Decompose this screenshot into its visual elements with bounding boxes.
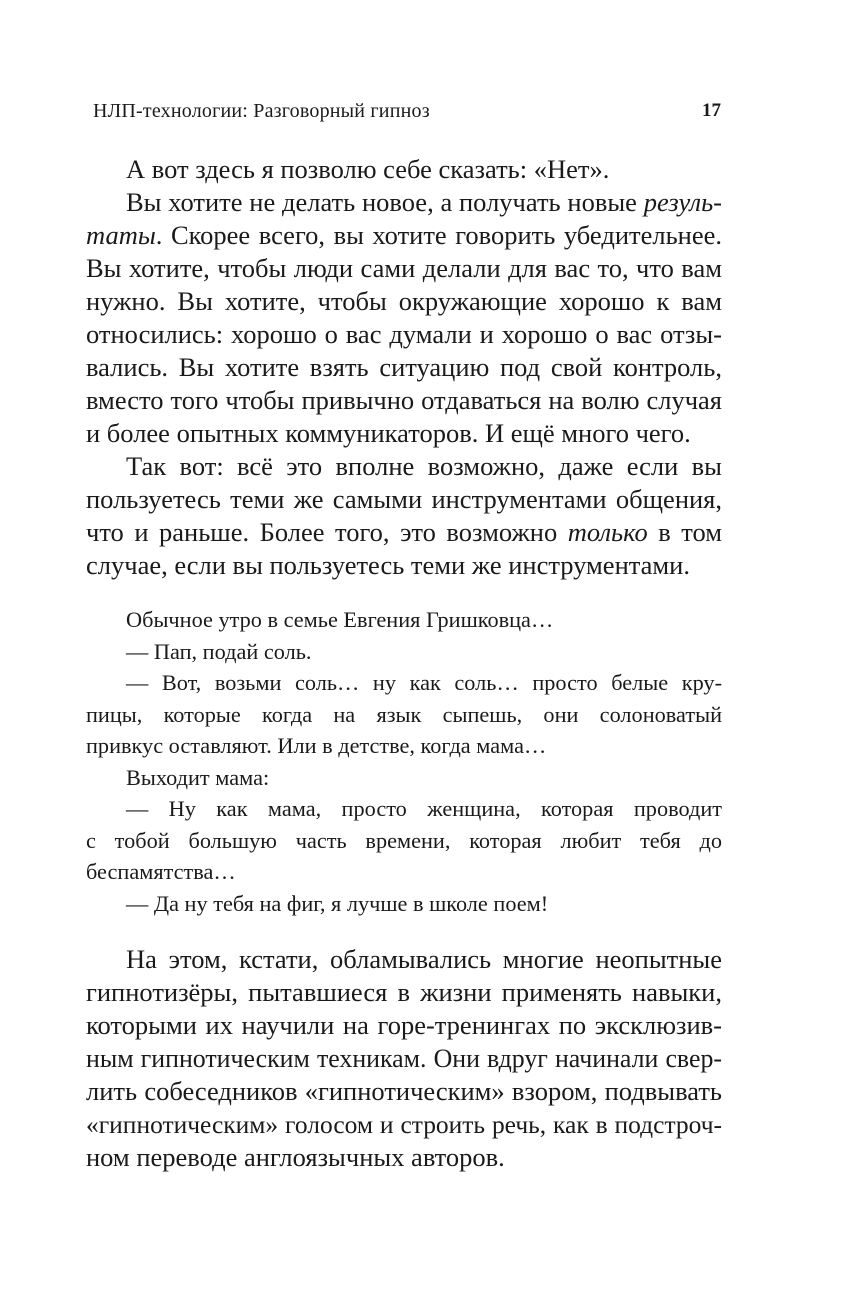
text-span: в том: [647, 517, 723, 547]
text-line: Так вот: всё это вполне возможно, даже если вы: [126, 451, 722, 481]
text-line: случае, если вы пользуетесь теми же инструментами.: [86, 550, 690, 580]
quote-line: Выходит мама:: [126, 764, 270, 790]
text-span: что и раньше. Более того, это возможно: [86, 517, 568, 547]
page-number: 17: [702, 100, 721, 121]
page-header: [93, 100, 721, 130]
quote-line: привкус оставляют. Или в детстве, когда мама…: [86, 733, 547, 758]
paragraph-3: [86, 450, 722, 582]
text-line: [86, 186, 722, 219]
text-line: вались. Вы хотите взять ситуацию под свой контроль,: [86, 352, 722, 382]
quote-line: пицы, которые когда на язык сыпешь, они солоноватый: [86, 701, 722, 727]
text-line: ном переводе англоязычных авторов.: [86, 1142, 505, 1172]
text-line: пользуетесь теми же самыми инструментами общения,: [86, 484, 722, 514]
text-line: вместо того чтобы привычно отдаваться на волю случая: [86, 385, 722, 415]
quote-block: [86, 604, 722, 919]
paragraph-2: [86, 186, 722, 450]
running-title: НЛП-технологии: Разговорный гипноз: [93, 100, 430, 122]
quote-line: Обычное утро в семье Евгения Гришковца…: [126, 607, 554, 632]
quote-line: с тобой большую часть времени, которая любит тебя до: [86, 827, 722, 853]
quote-line: — Ну как мама, просто женщина, которая проводит: [126, 796, 722, 821]
text-line: относились: хорошо о вас думали и хорошо о вас отзы-: [86, 319, 722, 349]
italic-span: резуль-: [643, 187, 722, 217]
text-line: На этом, кстати, обламывались многие неопытные: [126, 944, 722, 974]
text-line: которыми их научили на горе-тренингах по эксклюзив-: [86, 1010, 722, 1040]
quote-line: — Вот, возьми соль… ну как соль… просто белые кру-: [126, 670, 722, 695]
text-line: А вот здесь я позволю себе сказать: «Нет».: [126, 154, 610, 184]
italic-span: только: [567, 517, 648, 547]
text-line: Вы хотите, чтобы люди сами делали для вас то, что вам: [86, 253, 722, 283]
quote-line: беспамятства…: [86, 859, 236, 884]
text-line: и более опытных коммуникаторов. И ещё много чего.: [86, 418, 691, 448]
quote-line: — Да ну тебя на фиг, я лучше в школе поем!: [126, 890, 549, 916]
text-span: . Скорее всего, вы хотите говорить убедительнее.: [155, 220, 722, 250]
paragraph-4: [86, 943, 722, 1174]
text-line: [86, 219, 722, 252]
text-line: гипнотизёры, пытавшиеся в жизни применять навыки,: [86, 977, 722, 1007]
text-line: нужно. Вы хотите, чтобы окружающие хорошо к вам: [86, 286, 722, 316]
text-line: ным гипнотическим техникам. Они вдруг начинали свер-: [86, 1044, 722, 1073]
quote-line: — Пап, подай соль.: [126, 638, 312, 664]
italic-span: таты: [86, 220, 156, 250]
text-span: Вы хотите не делать новое, а получать новые: [126, 187, 644, 217]
text-line: «гипнотическим» голосом и строить речь, как в подстроч-: [86, 1110, 722, 1139]
text-line: лить собеседников «гипнотическим» взором, подвывать: [86, 1076, 722, 1106]
text-line: [86, 516, 722, 549]
paragraph-1: [86, 153, 722, 186]
